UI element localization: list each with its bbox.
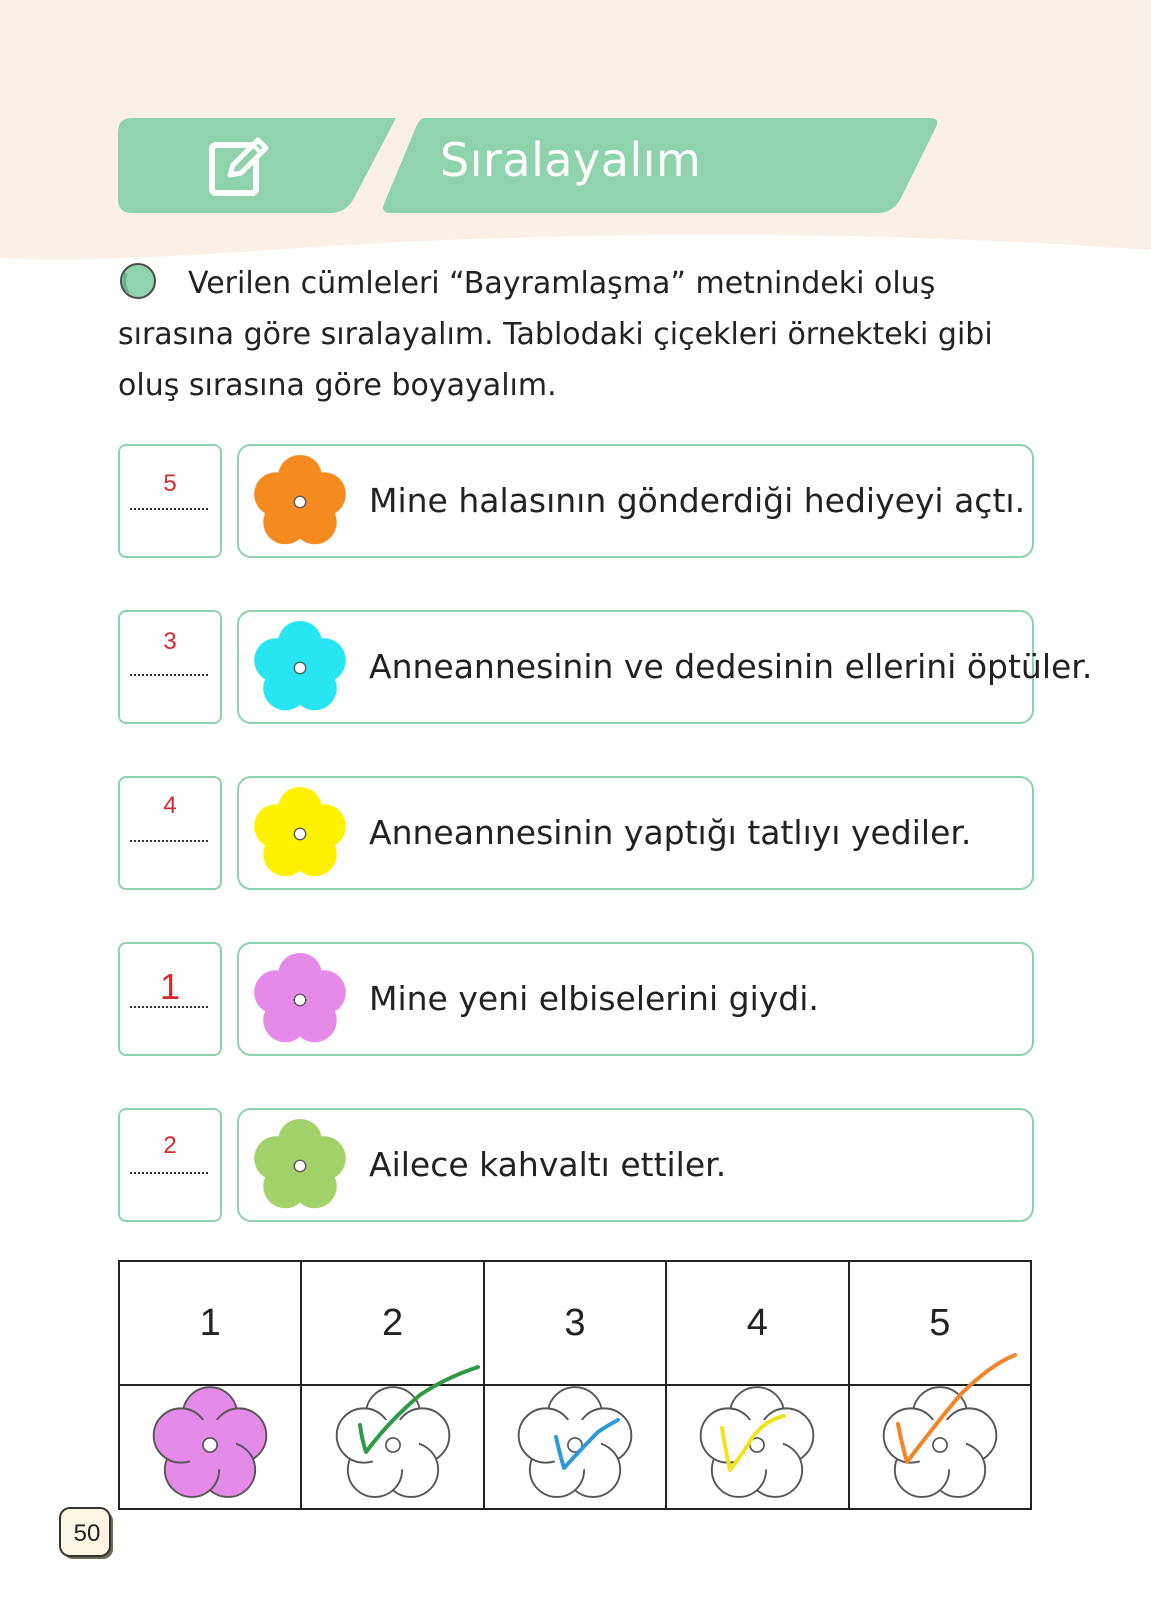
sentence-text: Mine halasının gönderdiği hediyeyi açtı. (369, 481, 1026, 520)
answer-box[interactable] (118, 776, 222, 890)
dotted-answer-line (130, 1006, 208, 1008)
flower-outline-icon (516, 1386, 634, 1504)
sentence-card (237, 776, 1034, 890)
flower-icon (251, 1118, 349, 1214)
answer-value: 2 (163, 1132, 177, 1159)
order-flower-cell[interactable] (119, 1385, 301, 1509)
green-circle-bullet (118, 261, 158, 301)
sentence-card (237, 610, 1093, 724)
flower-outline-icon (698, 1386, 816, 1504)
answer-value: 5 (163, 470, 177, 497)
sentence-card (237, 942, 1034, 1056)
answer-box[interactable] (118, 1108, 222, 1222)
flower-outline-icon (334, 1386, 452, 1504)
order-number-cell: 5 (849, 1261, 1031, 1385)
page-title: Sıralayalım (440, 133, 702, 187)
order-flower-cell[interactable] (666, 1385, 848, 1509)
answer-box[interactable] (118, 942, 222, 1056)
answer-box[interactable] (118, 444, 222, 558)
answer-value: 3 (163, 628, 177, 655)
flower-center (294, 1160, 306, 1172)
order-flower-cell[interactable] (484, 1385, 666, 1509)
flower-icon (251, 952, 349, 1048)
sentence-text: Anneannesinin ve dedesinin ellerini öptüler. (369, 647, 1093, 686)
order-number-row (119, 1261, 1031, 1385)
order-number-cell: 3 (484, 1261, 666, 1385)
page-number-badge (58, 1506, 116, 1562)
order-number-cell: 1 (119, 1261, 301, 1385)
dotted-answer-line (130, 1172, 208, 1174)
dotted-answer-line (130, 508, 208, 510)
order-flower-cell[interactable] (301, 1385, 483, 1509)
dotted-answer-line (130, 674, 208, 676)
dotted-answer-line (130, 840, 208, 842)
instruction-text (118, 258, 1018, 411)
flower-center (294, 496, 306, 508)
flower-center (294, 828, 306, 840)
sentence-text: Anneannesinin yaptığı tatlıyı yediler. (369, 813, 972, 852)
sentence-text: Ailece kahvaltı ettiler. (369, 1145, 727, 1184)
sentence-card (237, 1108, 1034, 1222)
order-table (118, 1260, 1032, 1510)
sentence-card (237, 444, 1034, 558)
answer-value: 4 (163, 792, 177, 819)
edit-icon (206, 133, 272, 199)
flower-center (385, 1438, 399, 1452)
instruction-paragraph: Verilen cümleleri “Bayramlaşma” metnindeki oluş sırasına göre sıralayalım. Tablodaki çiçekleri örnekteki gibi oluş sırasına göre boyayalım. (118, 266, 993, 403)
flower-icon (251, 786, 349, 882)
order-number-cell: 4 (666, 1261, 848, 1385)
flower-icon (151, 1386, 269, 1504)
page-number: 50 (73, 1520, 101, 1547)
answer-value: 1 (159, 966, 181, 1007)
answer-box[interactable] (118, 610, 222, 724)
flower-center (294, 994, 306, 1006)
flower-center (568, 1438, 582, 1452)
flower-outline-icon (881, 1386, 999, 1504)
flower-center (750, 1438, 764, 1452)
flower-icon (251, 620, 349, 716)
flower-icon (251, 454, 349, 550)
flower-center (933, 1438, 947, 1452)
flower-center (294, 662, 306, 674)
order-flower-row (119, 1385, 1031, 1509)
flower-center (203, 1438, 217, 1452)
order-number-cell: 2 (301, 1261, 483, 1385)
order-flower-cell[interactable] (849, 1385, 1031, 1509)
sentence-text: Mine yeni elbiselerini giydi. (369, 979, 819, 1018)
